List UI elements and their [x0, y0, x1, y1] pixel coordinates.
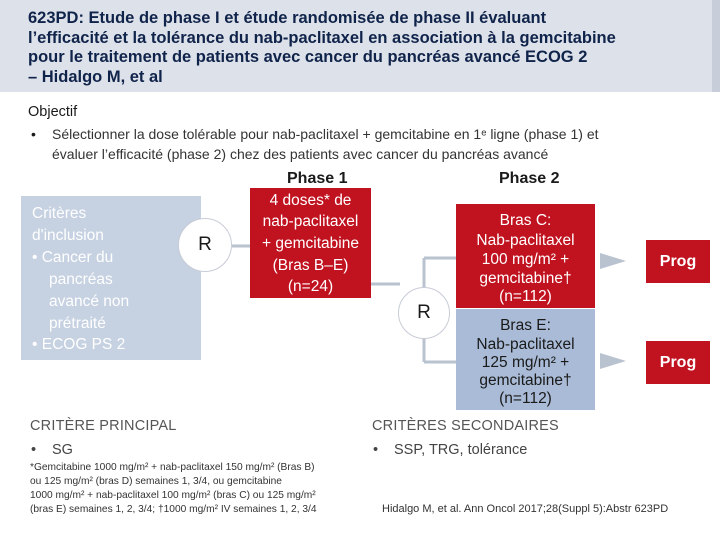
arm-e-line: 125 mg/m² +	[481, 354, 570, 371]
arrow-to-prog-2	[600, 353, 626, 369]
inclusion-line: pancréas	[49, 271, 113, 288]
arm-b-line: (Bras B–E)	[272, 257, 349, 274]
title-banner	[0, 0, 720, 92]
inclusion-line: • ECOG PS 2	[32, 336, 126, 353]
secondary-endpoints-item: SSP, TRG, tolérance	[394, 442, 528, 458]
objective-line: évaluer l’efficacité (phase 2) chez des patients avec cancer du pancréas avancé	[52, 146, 549, 162]
arrow-to-prog-1	[600, 253, 626, 269]
arm-b-line: (n=24)	[287, 278, 334, 295]
arm-b-line: 4 doses* de	[269, 192, 352, 209]
title-line: 623PD: Etude de phase I et étude randomisée de phase II évaluant	[28, 9, 547, 27]
arm-b-line: nab-paclitaxel	[262, 213, 359, 230]
inclusion-line: avancé non	[49, 293, 130, 310]
inclusion-line: d'inclusion	[32, 227, 104, 244]
inclusion-line: • Cancer du	[32, 249, 114, 266]
progression-box-1	[646, 240, 710, 283]
phase-1-label: Phase 1	[287, 170, 348, 187]
randomization-node-1	[178, 218, 232, 272]
arm-c-line: 100 mg/m² +	[481, 251, 570, 268]
arm-c-box	[456, 204, 595, 308]
progression-box-2	[646, 341, 710, 384]
arm-e-line: Bras E:	[500, 317, 551, 334]
arm-c-line: Bras C:	[499, 212, 552, 229]
bullet-icon: •	[373, 442, 379, 458]
primary-endpoint-heading: CRITÈRE PRINCIPAL	[30, 418, 177, 434]
footnote-line: ou 125 mg/m² (bras D) semaines 1, 3/4, ou gemcitabine	[30, 476, 282, 487]
slide-title	[28, 9, 708, 87]
title-line: pour le traitement de patients avec cancer du pancréas avancé ECOG 2	[28, 48, 588, 66]
bullet-icon: •	[31, 126, 36, 142]
primary-endpoint-item: SG	[52, 442, 73, 458]
footnote-line: 1000 mg/m² + nab-paclitaxel 100 mg/m² (bras C) ou 125 mg/m²	[30, 490, 316, 501]
randomization-node-2	[398, 287, 450, 339]
progression-label: Prog	[659, 252, 697, 270]
arm-e-line: (n=112)	[499, 390, 552, 407]
arm-e-line: Nab-paclitaxel	[476, 336, 575, 353]
objective-heading: Objectif	[28, 104, 78, 120]
phase-2-label: Phase 2	[499, 170, 560, 187]
title-line: – Hidalgo M, et al	[28, 67, 163, 86]
randomization-label: R	[198, 234, 212, 255]
inclusion-line: Critères	[32, 205, 87, 222]
arm-b-line: + gemcitabine	[262, 235, 359, 252]
header-accent-bar	[712, 0, 720, 92]
arm-c-line: gemcitabine†	[479, 270, 572, 287]
objective-line: Sélectionner la dose tolérable pour nab-paclitaxel + gemcitabine en 1ᵉ ligne (phase 1) et	[52, 126, 599, 142]
secondary-endpoints-heading: CRITÈRES SECONDAIRES	[372, 418, 559, 434]
inclusion-line: prétraité	[49, 315, 106, 332]
arm-e-box	[456, 309, 595, 410]
inclusion-criteria-box	[21, 196, 201, 360]
bullet-icon: •	[31, 442, 37, 458]
phase-1-arm-box	[250, 188, 371, 298]
randomization-label: R	[417, 302, 431, 323]
footnote-line: (bras E) semaines 1, 2, 3/4; †1000 mg/m² IV semaines 1, 2, 3/4	[30, 504, 317, 515]
footnote-line: *Gemcitabine 1000 mg/m² + nab-paclitaxel 150 mg/m² (Bras B)	[30, 462, 315, 473]
title-line: l’efficacité et la tolérance du nab-paclitaxel en association à la gemcitabine	[28, 28, 616, 47]
arm-c-line: (n=112)	[499, 288, 552, 305]
citation: Hidalgo M, et al. Ann Oncol 2017;28(Suppl 5):Abstr 623PD	[382, 503, 669, 515]
arm-c-line: Nab-paclitaxel	[476, 232, 575, 249]
arm-e-line: gemcitabine†	[479, 372, 572, 389]
progression-label: Prog	[659, 353, 697, 371]
